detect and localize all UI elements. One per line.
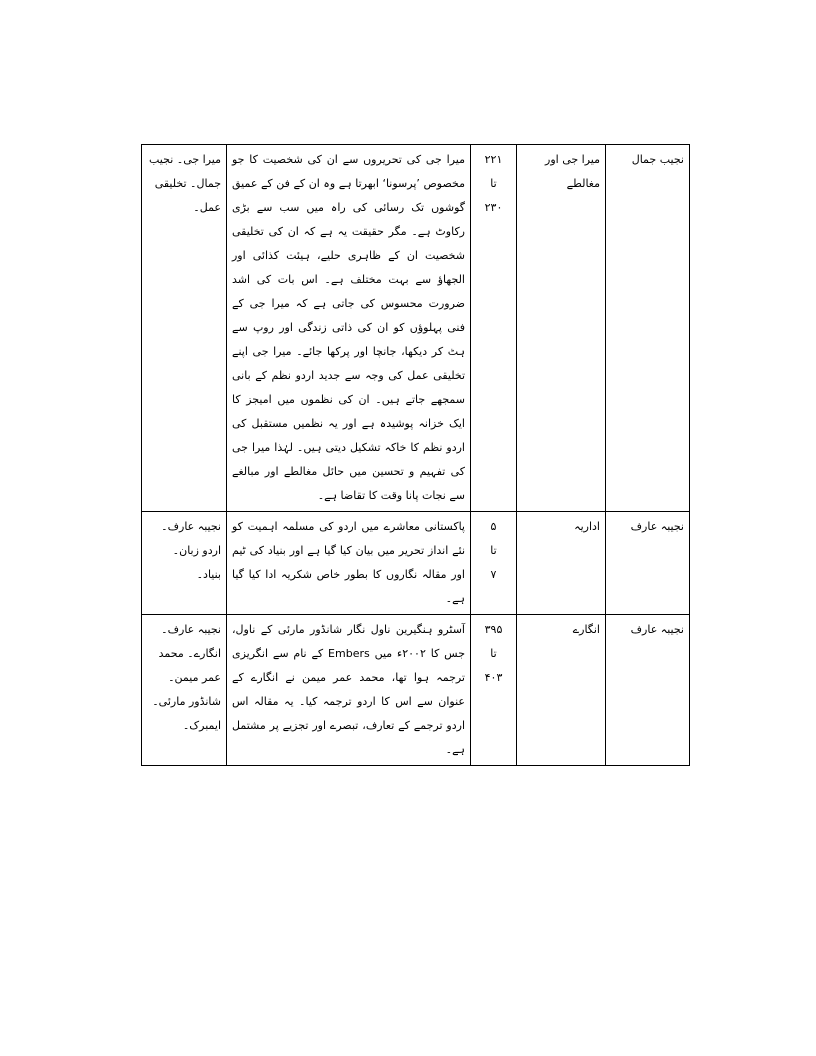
- page-end: ۴۰۳: [484, 671, 503, 684]
- summary-text: میرا جی کی تحریروں سے ان کی شخصیت کا جو مخصوص ’پرسونا‘ ابھرتا ہے وہ ان کے فن کے عمیق گوشوں تک رسائی کی راہ میں سب سے بڑی رکاوٹ ہے۔ مگر حقیقت یہ ہے کہ ان کی تخلیقی شخصیت ان کے ظاہری حلیے، ہیئت کذائی اور الجھاؤ سے بہت مختلف ہے۔ اس بات کی اشد ضرورت محسوس کی جاتی ہے کہ میرا جی کے فنی پہلوؤں کو ان کی ذاتی زندگی اور روپ سے ہٹ کر دیکھا، جانچا اور پرکھا جائے۔ میرا جی اپنے تخلیقی عمل کی وجہ سے جدید اردو نظم کے بانی سمجھے جاتے ہیں۔ ان کی نظموں میں امیجز کا ایک خزانہ پوشیدہ ہے اور یہ نظمیں مستقبل کی اردو نظم کا خاکہ تشکیل دیتی ہیں۔ لہٰذا میرا جی کی تفہیم و تحسین میں حائل مغالطے اور مبالغے سے نجات پانا وقت کا تقاضا ہے۔: [232, 153, 465, 502]
- summary-cell: [227, 512, 471, 615]
- table-row: [142, 615, 690, 766]
- keywords-cell: نجیبہ عارف۔ اردو زبان۔ بنیاد۔: [142, 512, 227, 615]
- page-range-separator: تا: [490, 177, 497, 190]
- page-start: ۳۹۵: [484, 623, 503, 636]
- pages-cell: [471, 512, 517, 615]
- author-cell: نجیب جمال: [606, 145, 690, 512]
- keywords-cell: میرا جی۔ نجیب جمال۔ تخلیقی عمل۔: [142, 145, 227, 512]
- pages-cell: [471, 145, 517, 512]
- pages-cell: [471, 615, 517, 766]
- page-start: ۲۲۱: [484, 153, 503, 166]
- page-start: ۵: [490, 520, 497, 533]
- summary-cell: [227, 145, 471, 512]
- author-cell: نجیبہ عارف: [606, 615, 690, 766]
- page-end: ۲۳۰: [484, 201, 503, 214]
- table-row: [142, 512, 690, 615]
- page-range-separator: تا: [490, 544, 497, 557]
- table-row: [142, 145, 690, 512]
- article-index-table: [141, 144, 690, 766]
- summary-text: آسٹرو ہنگیرین ناول نگار شانڈور مارئی کے ناول، جس کا ۲۰۰۲ء میں Embers کے نام سے انگریزی ترجمہ ہوا تھا، محمد عمر میمن نے انگارے کے عنوان سے اس کا اردو ترجمہ کیا۔ یہ مقالہ اس اردو ترجمے کے تعارف، تبصرے اور تجزیے پر مشتمل ہے۔: [232, 623, 466, 756]
- summary-text: پاکستانی معاشرے میں اردو کی مسلمہ اہمیت کو نئے انداز تحریر میں بیان کیا گیا ہے اور بنیاد کی ٹیم اور مقالہ نگاروں کا بطور خاص شکریہ ادا کیا گیا ہے۔: [232, 520, 465, 605]
- title-cell: انگارے: [517, 615, 606, 766]
- title-cell: میرا جی اور مغالطے: [517, 145, 606, 512]
- page-range-separator: تا: [490, 647, 497, 660]
- keywords-cell: نجیبہ عارف۔ انگارے۔ محمد عمر میمن۔ شانڈور مارئی۔ ایمبرک۔: [142, 615, 227, 766]
- page-end: ۷: [490, 568, 497, 581]
- summary-cell: [227, 615, 471, 766]
- title-cell: اداریہ: [517, 512, 606, 615]
- author-cell: نجیبہ عارف: [606, 512, 690, 615]
